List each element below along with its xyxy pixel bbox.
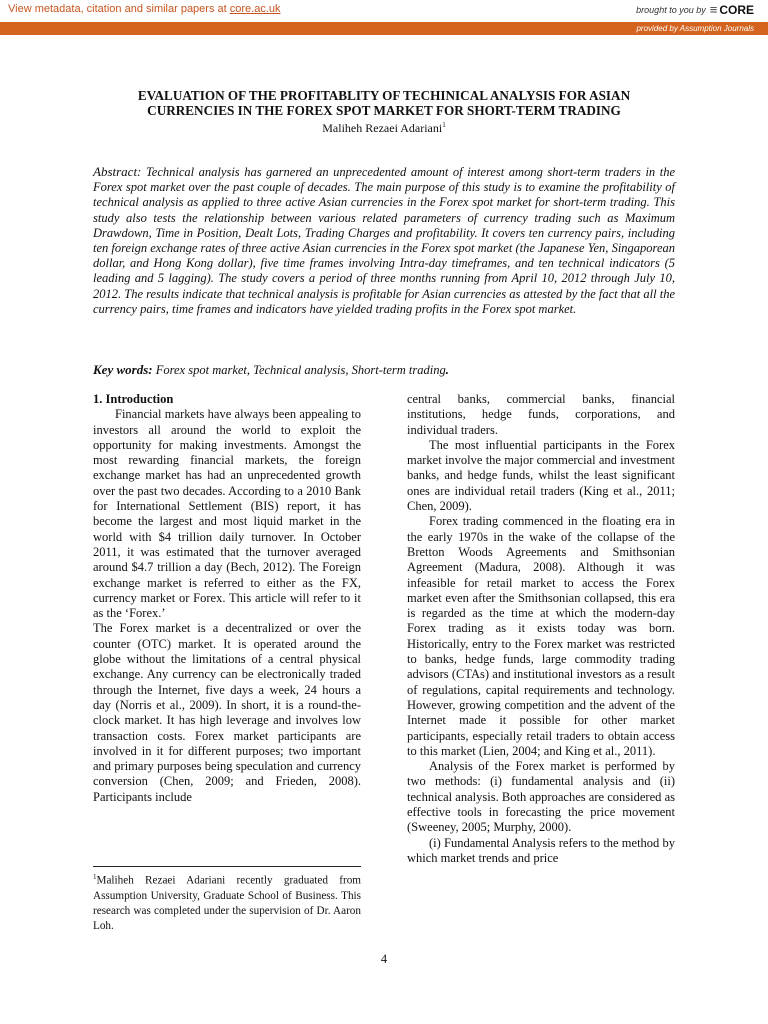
right-paragraph-2: Forex trading commenced in the floating era in the early 1970s in the wake of the collapse of the Bretton Woods Agreements and Smithsonian Agreement (Madura, 2008). Although it was infeasible for retail market to access the Forex market even after the Smithsonian collapsed, this era is regarded as the time at which the modern-day Forex trading as it exists today was born. Historically, entry to the Forex market was restricted to banks, hedge funds, large commodity trading advisors (CTAs) and institutional investors as a result of regulations, capital requirements and technology. However, growing competition and the advent of the Internet made it possible for other market participants, especially retail traders to obtain access to this market (Lien, 2004; and King et al., 2011). (407, 514, 675, 758)
section-heading-introduction: 1. Introduction (93, 392, 174, 406)
right-column (407, 392, 675, 866)
paper-title (92, 88, 676, 118)
title-line-1: EVALUATION OF THE PROFITABLITY OF TECHINICAL ANALYSIS FOR ASIAN (137, 88, 631, 103)
provided-by-bar (0, 22, 768, 35)
left-column (93, 392, 361, 805)
intro-paragraph-1: Financial markets have always been appealing to investors all around the world to exploit the opportunity for making investments. Amongst the most rewarding financial markets, the foreign exchange market has had an unprecedented growth over the past two decades. According to a 2010 Bank for International Settlement (BIS) report, it has become the largest and most liquid market in the world with $4 trillion daily turnover. In October 2011, it was estimated that the turnover averaged around $4.7 trillion a day (Bech, 2012). The Foreign exchange market is referred to either as the FX, currency market or Forex. This article will refer to it as the ‘Forex.’ (93, 407, 361, 621)
footnote (93, 870, 361, 934)
abstract (93, 164, 675, 317)
core-link[interactable]: core.ac.uk (229, 3, 281, 15)
intro-paragraph-2: The Forex market is a decentralized or over the counter (OTC) market. It is operated around the globe without the limitations of a central physical exchange. Any currency can be electronically traded through the Internet, five days a week, 24 hours a day (Norris et al., 2009). In short, it is a round-the-clock market. It has high leverage and involves low transaction costs. Forex market participants are involved in it for different purposes; two important and primary purposes being speculation and currency conversion (Chen, 2009; and Frieden, 2008). Participants include (93, 621, 361, 804)
core-metadata-text (8, 3, 281, 15)
core-brought-by (636, 2, 754, 17)
provided-by-text[interactable]: provided by Assumption Journals (636, 24, 754, 33)
right-paragraph-3: Analysis of the Forex market is performed by two methods: (i) fundamental analysis and (ii) technical analysis. Both approaches are considered as effective tools in forecasting the price movement (Sweeney, 2005; Murphy, 2000). (407, 759, 675, 835)
core-metadata-prefix: View metadata, citation and similar papers at (8, 3, 230, 15)
keywords-label: Key words: (93, 362, 153, 377)
keywords (93, 362, 675, 378)
brought-by-text: brought to you by (636, 4, 706, 15)
author-footnote-mark: 1 (442, 121, 446, 129)
core-logo[interactable] (710, 2, 754, 17)
abstract-text: Technical analysis has garnered an unprecedented amount of interest among short-term traders in the Forex spot market over the past couple of decades. The main purpose of this study is to examine the profitability of technical analysis as applied to three active Asian currencies in the Forex spot market for short-term trading. This study also tests the relationship between various related parameters of currency trading such as Maximum Drawdown, Time in Position, Dealt Lots, Trading Charges and profitability. It covers ten currency pairs, including ten foreign exchange rates of three active Asian currencies in the Forex spot market (the Japanese Yen, Singaporean dollar, and Hong Kong dollar), five time frames involving Intra-day timeframes, and ten technical indicators (5 leading and 5 lagging). The study covers a period of three months running from April 10, 2012 through July 10, 2012. The results indicate that technical analysis is profitable for Asian currencies as attested by the fact that all the currency pairs, time frames and indicators have yielded trading profits in the Forex spot market. (93, 165, 676, 316)
author-line (92, 118, 676, 135)
right-paragraph-4: (i) Fundamental Analysis refers to the method by which market trends and price (407, 835, 675, 865)
footnote-text: Maliheh Rezaei Adariani recently graduated from Assumption University, Graduate School of Business. This research was completed under the supervision of Dr. Aaron Loh. (93, 874, 361, 932)
page-number: 4 (380, 952, 388, 966)
title-line-2: CURRENCIES IN THE FOREX SPOT MARKET FOR SHORT-TERM TRADING (147, 103, 621, 118)
right-paragraph-0: central banks, commercial banks, financial institutions, hedge funds, corporations, and individual traders. (407, 392, 675, 437)
core-logo-icon: ≡ (709, 2, 718, 17)
right-paragraph-1: The most influential participants in the Forex market involve the major commercial and investment banks, and hedge funds, whilst the least significant ones are individual retail traders (King et al., 2011; Chen, 2009). (407, 437, 675, 514)
author-name: Maliheh Rezaei Adariani (322, 121, 443, 135)
abstract-label: Abstract: (93, 164, 142, 179)
core-logo-text: CORE (719, 2, 754, 17)
core-banner (0, 0, 768, 23)
footnote-mark: 1 (93, 873, 97, 881)
keywords-end: . (445, 363, 449, 377)
footnote-rule (93, 866, 361, 867)
keywords-text: Forex spot market, Technical analysis, Short-term trading (155, 363, 446, 377)
